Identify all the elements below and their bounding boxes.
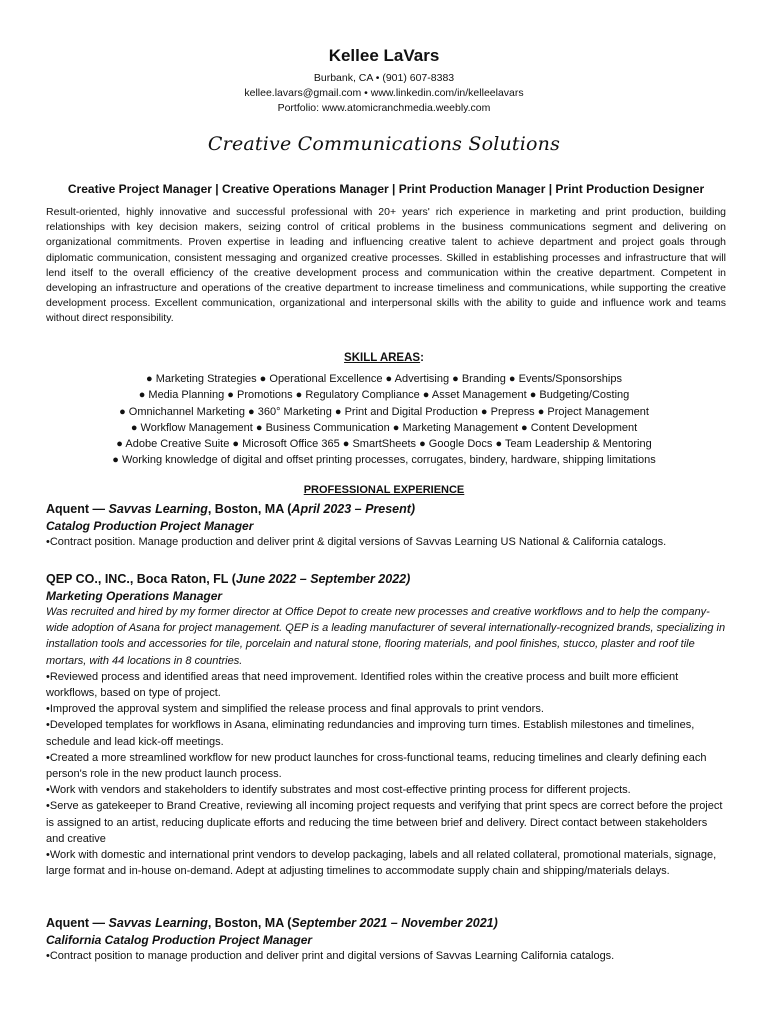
job-entry: [46, 500, 726, 550]
skills-list: [0, 371, 768, 469]
job-location: , Boston, MA (: [207, 916, 292, 930]
email-linkedin: kellee.lavars@gmail.com • www.linkedin.com/in/kelleelavars: [244, 87, 524, 99]
job-dates: June 2022 – September 2022): [235, 572, 411, 586]
skill-line: ● Adobe Creative Suite ● Microsoft Office 365 ● SmartSheets ● Google Docs ● Team Leadership & Mentoring: [116, 438, 652, 451]
job-location: , Boca Raton, FL (: [129, 572, 236, 586]
skill-line: ● Media Planning ● Promotions ● Regulatory Compliance ● Asset Management ● Budgeting/Costing: [138, 389, 630, 402]
job-bullet: • Developed templates for workflows in Asana, eliminating redundancies and improving turn times. Establish milestones and timelines, schedule and lead kick-off meetings.: [46, 717, 726, 749]
job-company: Aquent —: [46, 916, 109, 930]
job-bullets: [46, 534, 726, 550]
job-bullet: • Work with domestic and international print vendors to develop packaging, labels and all related collateral, promotional materials, signage, large format and in-house on-demand. Adept at adjusting timelines to accommodate supply chain and shipping/materials delays.: [46, 847, 726, 879]
job-bullet: • Created a more streamlined workflow for new product launches for cross-functional teams, reducing timelines and clearly defining each person's role in the new product launch process.: [46, 750, 726, 782]
portfolio-link: Portfolio: www.atomicranchmedia.weebly.com: [277, 102, 491, 114]
skills-heading: [0, 352, 768, 364]
job-location: , Boston, MA (: [207, 502, 292, 516]
job-heading: [46, 914, 726, 932]
location-phone: Burbank, CA • (901) 607-8383: [313, 72, 455, 84]
job-client: Savvas Learning: [108, 916, 208, 930]
job-entry: [46, 570, 726, 879]
skills-heading-colon: :: [420, 352, 424, 364]
job-bullet: • Contract position to manage production and deliver print and digital versions of Savvas Learning California catalogs.: [46, 948, 726, 964]
job-dates: September 2021 – November 2021): [291, 916, 498, 930]
experience-heading: PROFESSIONAL EXPERIENCE: [303, 484, 465, 496]
professional-summary: Result-oriented, highly innovative and successful professional with 20+ years' rich experience in marketing and print production, building relationships with key decision makers, seizing control of critical problems in the business communications segment and delivering on organizational commitments. Proven expertise in leading and influencing creative talent to achieve department and project goals through diplomatic communication, consistent messaging and organized creative processes. Skilled in establishing processes and infrastructure that will lend itself to the overall efficiency of the creative development process and communication within the creative department. Competent in developing an infrastructure and operations of the creative department to increase timeliness and communications, while supporting the creative development process. Excellent communication, organizational and interpersonal skills with the ability to guide and influence work and teams without direct responsibility.: [46, 206, 726, 325]
job-company: QEP CO., INC.: [46, 572, 130, 586]
job-company: Aquent —: [46, 502, 109, 516]
skill-line: ● Workflow Management ● Business Communication ● Marketing Management ● Content Development: [130, 421, 638, 434]
job-title: Catalog Production Project Manager: [46, 519, 254, 533]
job-heading: [46, 500, 726, 518]
job-bullet: • Contract position. Manage production and deliver print & digital versions of Savvas Learning US National & California catalogs.: [46, 534, 726, 550]
job-title: California Catalog Production Project Manager: [46, 933, 313, 947]
skill-line: ● Marketing Strategies ● Operational Excellence ● Advertising ● Branding ● Events/Sponsorships: [146, 373, 622, 385]
skill-line: ● Omnichannel Marketing ● 360° Marketing ● Print and Digital Production ● Prepress ● Project Management: [119, 405, 649, 418]
job-bullet: • Reviewed process and identified areas that need improvement. Identified roles within the creative process and built more efficient workflows, based on type of project.: [46, 669, 726, 701]
contact-block: [0, 71, 768, 116]
skill-line: ● Working knowledge of digital and offset printing processes, corrugates, bindery, hardware, shipping limitations: [112, 454, 656, 467]
job-description: Was recruited and hired by my former director at Office Depot to create new processes and creative workflows and to help the company-wide adoption of Asana for project management. QEP is a leading manufacturer of several internationally-recognized brands, specializing in installation tools and accessories for tile, porcelain and natural stone, flooring materials, and pool finishes, stucco, plaster and roof tile mortars, with 44 locations in 8 countries.: [46, 606, 726, 667]
job-bullet: • Serve as gatekeeper to Brand Creative, reviewing all incoming project requests and verifying that print specs are correct before the project is assigned to an artist, reducing duplicate efforts and reducing the time between brief and delivery. Direct contact between stakeholders and creative: [46, 798, 726, 847]
job-bullet: • Work with vendors and stakeholders to identify substrates and most cost-effective printing process for different projects.: [46, 782, 726, 798]
job-bullets: [46, 948, 726, 964]
job-client: Savvas Learning: [108, 502, 208, 516]
tagline: Creative Communications Solutions: [207, 133, 561, 155]
target-roles: Creative Project Manager | Creative Operations Manager | Print Production Manager | Print Production Designer: [67, 182, 705, 196]
job-bullet: • Improved the approval system and simplified the release process and final approvals to print vendors.: [46, 701, 726, 717]
job-bullets: [46, 669, 726, 880]
job-entry: [46, 914, 726, 964]
skills-heading-text: SKILL AREAS: [344, 352, 421, 364]
job-title: Marketing Operations Manager: [46, 589, 223, 603]
job-dates: April 2023 – Present): [291, 502, 416, 516]
candidate-name: Kellee LaVars: [328, 46, 440, 65]
job-heading: [46, 570, 726, 588]
